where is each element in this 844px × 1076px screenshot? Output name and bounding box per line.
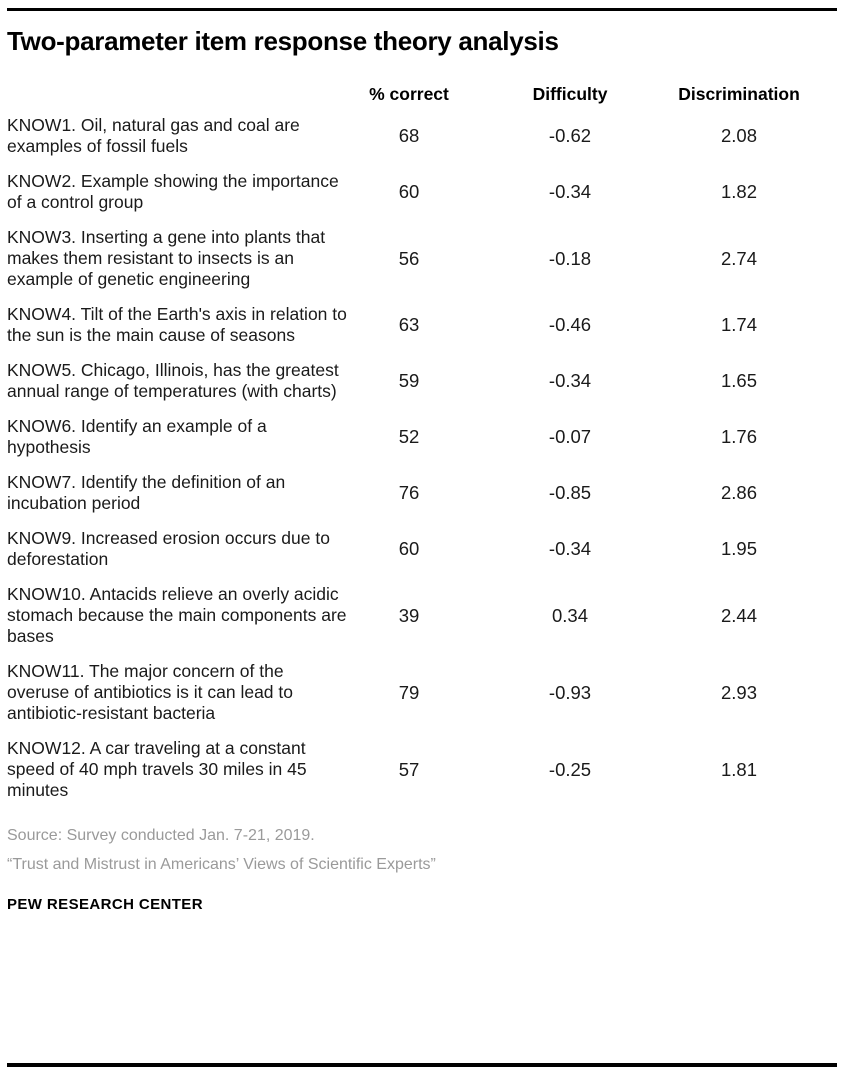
question-cell: KNOW7. Identify the definition of an incubation period xyxy=(7,472,286,513)
table-row xyxy=(7,409,837,465)
discrimination-cell: 2.74 xyxy=(720,247,757,269)
difficulty-cell: -0.34 xyxy=(548,181,592,202)
percent-correct-cell: 56 xyxy=(398,247,420,269)
percent-correct-cell: 60 xyxy=(398,538,420,559)
percent-correct-cell: 57 xyxy=(398,758,420,780)
difficulty-cell: -0.46 xyxy=(548,314,592,335)
column-header-difficulty: Difficulty xyxy=(532,84,608,104)
top-rule xyxy=(7,8,837,11)
pew-research-center-wordmark: PEW RESEARCH CENTER xyxy=(7,896,203,913)
table-row xyxy=(7,654,837,731)
percent-correct-cell: 68 xyxy=(398,125,420,146)
column-header-percent-correct: % correct xyxy=(369,84,449,104)
question-cell: KNOW6. Identify an example of a hypothesis xyxy=(7,416,267,457)
table-row xyxy=(7,220,837,297)
question-cell: KNOW12. A car traveling at a constant speed of 40 mph travels 30 miles in 45 minutes xyxy=(7,738,307,800)
discrimination-cell: 1.74 xyxy=(720,314,757,335)
table-row xyxy=(7,353,837,409)
discrimination-cell: 1.82 xyxy=(720,181,757,202)
question-cell: KNOW1. Oil, natural gas and coal are examples of fossil fuels xyxy=(7,115,300,156)
difficulty-cell: -0.18 xyxy=(548,247,592,269)
question-cell: KNOW2. Example showing the importance of a control group xyxy=(7,171,339,212)
difficulty-cell: -0.25 xyxy=(548,758,592,780)
difficulty-cell: -0.62 xyxy=(548,125,592,146)
difficulty-cell: 0.34 xyxy=(551,604,588,626)
discrimination-cell: 1.81 xyxy=(720,758,757,780)
table-row xyxy=(7,577,837,654)
discrimination-cell: 2.86 xyxy=(720,482,757,503)
table-row xyxy=(7,731,837,808)
table-row xyxy=(7,164,837,220)
question-cell: KNOW5. Chicago, Illinois, has the greatest annual range of temperatures (with charts) xyxy=(7,360,339,401)
difficulty-cell: -0.93 xyxy=(548,681,592,703)
column-header-discrimination: Discrimination xyxy=(678,84,800,104)
percent-correct-cell: 52 xyxy=(398,426,420,447)
discrimination-cell: 2.08 xyxy=(720,125,757,146)
percent-correct-cell: 60 xyxy=(398,181,420,202)
source-note: Source: Survey conducted Jan. 7-21, 2019. xyxy=(7,827,315,844)
discrimination-cell: 1.76 xyxy=(720,426,757,447)
question-cell: KNOW11. The major concern of the overuse of antibiotics is it can lead to antibiotic-resistant bacteria xyxy=(7,661,293,723)
percent-correct-cell: 76 xyxy=(398,482,420,503)
difficulty-cell: -0.07 xyxy=(548,426,592,447)
discrimination-cell: 2.44 xyxy=(720,604,757,626)
question-cell: KNOW10. Antacids relieve an overly acidic stomach because the main components are bases xyxy=(7,584,347,646)
discrimination-cell: 1.95 xyxy=(720,538,757,559)
difficulty-cell: -0.34 xyxy=(548,370,592,391)
discrimination-cell: 2.93 xyxy=(720,681,757,703)
question-cell: KNOW4. Tilt of the Earth's axis in relation to the sun is the main cause of seasons xyxy=(7,304,347,345)
percent-correct-cell: 63 xyxy=(398,314,420,335)
table-header-row xyxy=(7,84,837,108)
percent-correct-cell: 39 xyxy=(398,604,420,626)
difficulty-cell: -0.85 xyxy=(548,482,592,503)
bottom-rule xyxy=(7,1063,837,1067)
irt-table xyxy=(7,84,837,808)
table-row xyxy=(7,297,837,353)
percent-correct-cell: 59 xyxy=(398,370,420,391)
table-row xyxy=(7,521,837,577)
question-cell: KNOW3. Inserting a gene into plants that makes them resistant to insects is an example of genetic engineering xyxy=(7,227,326,289)
table-row xyxy=(7,465,837,521)
citation-note: “Trust and Mistrust in Americans’ Views of Scientific Experts” xyxy=(7,856,436,873)
discrimination-cell: 1.65 xyxy=(720,370,757,391)
question-cell: KNOW9. Increased erosion occurs due to deforestation xyxy=(7,528,330,569)
table-row xyxy=(7,108,837,164)
difficulty-cell: -0.34 xyxy=(548,538,592,559)
percent-correct-cell: 79 xyxy=(398,681,420,703)
figure-footer xyxy=(7,821,837,913)
page-title: Two-parameter item response theory analysis xyxy=(7,26,559,56)
